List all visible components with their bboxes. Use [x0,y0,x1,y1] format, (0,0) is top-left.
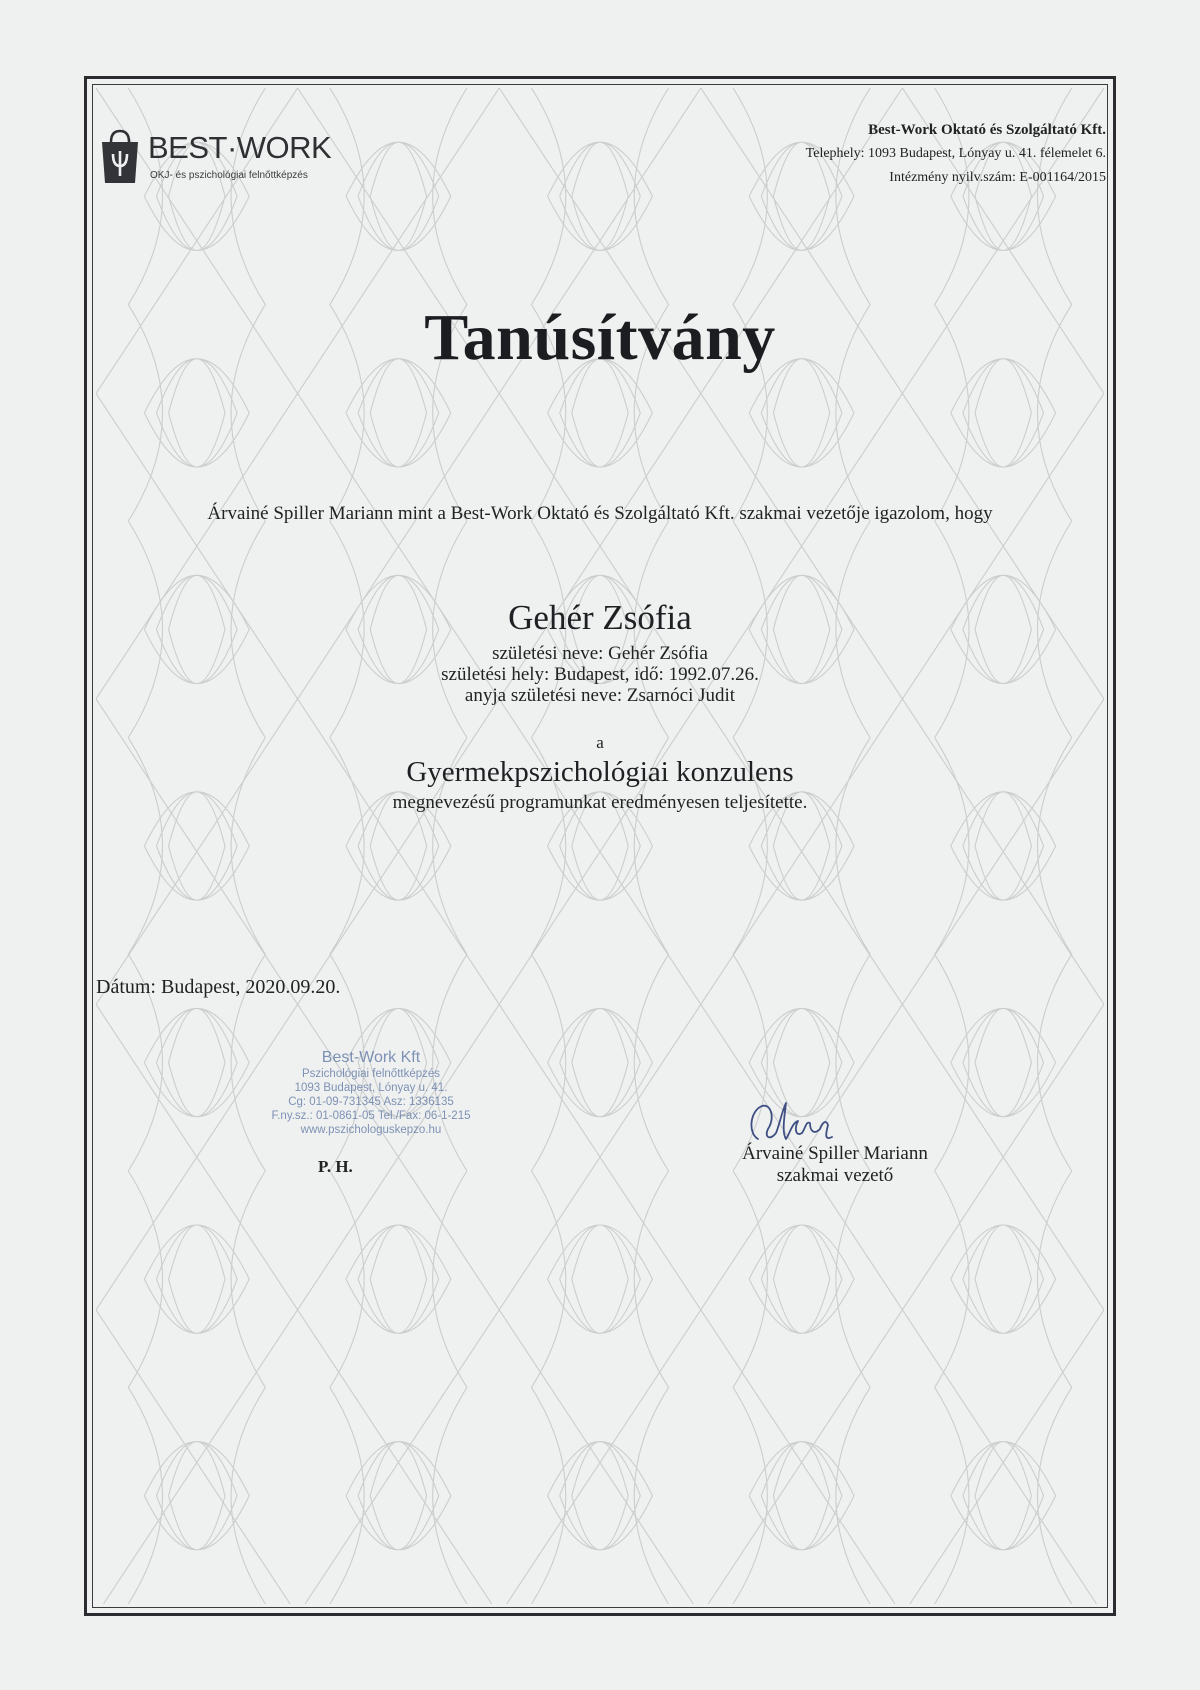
stamp-line: Cg: 01-09-731345 Asz: 1336135 [288,1096,454,1108]
logo-wordmark: BEST·WORK [148,130,332,165]
company-registration: Intézmény nyilv.szám: E-001164/2015 [889,170,1106,185]
signer-role: szakmai vezető [776,1165,894,1186]
certificate-intro: Árvainé Spiller Mariann mint a Best-Work Oktató és Szolgáltató Kft. szakmai vezetője igazolom, hogy [207,503,993,524]
company-stamp [256,1048,486,1137]
stamp-line: 1093 Budapest, Lónyay u. 41. [294,1082,448,1094]
recipient-name: Gehér Zsófia [508,598,692,637]
stamp-line: F.ny.sz.: 01-0861-05 Tel./Fax: 06-1-215 [271,1110,471,1122]
program-name: Gyermekpszichológiai konzulens [406,756,794,788]
stamp-line: Pszichológiai felnőttképzés [301,1068,441,1080]
program-completion-text: megnevezésű programunkat eredményesen teljesítette. [392,792,808,813]
shopping-bag-psi-icon [98,126,142,186]
issue-date: Dátum: Budapest, 2020.09.20. [96,976,341,998]
conjunction-text: a [596,733,604,752]
stamp-title: Best-Work Kft [321,1049,421,1066]
company-name: Best-Work Oktató és Szolgáltató Kft. [868,122,1106,138]
best-work-logo [98,126,338,188]
logo-tagline: OKJ- és pszichológiai felnőttképzés [150,170,308,181]
mother-name: anyja születési neve: Zsarnóci Judit [464,685,736,706]
company-header [806,118,1106,190]
signer-block [700,1143,970,1187]
recipient-details [0,643,1200,706]
birth-name: születési neve: Gehér Zsófia [492,643,708,664]
stamp-placeholder-label: P. H. [318,1157,353,1176]
company-address: Telephely: 1093 Budapest, Lónyay u. 41. félemelet 6. [805,146,1106,161]
signer-name: Árvainé Spiller Mariann [742,1143,928,1164]
birth-place-date: születési hely: Budapest, idő: 1992.07.26. [441,664,759,685]
stamp-line: www.pszichologuskepzo.hu [300,1124,442,1136]
certificate-title: Tanúsítvány [424,301,776,374]
